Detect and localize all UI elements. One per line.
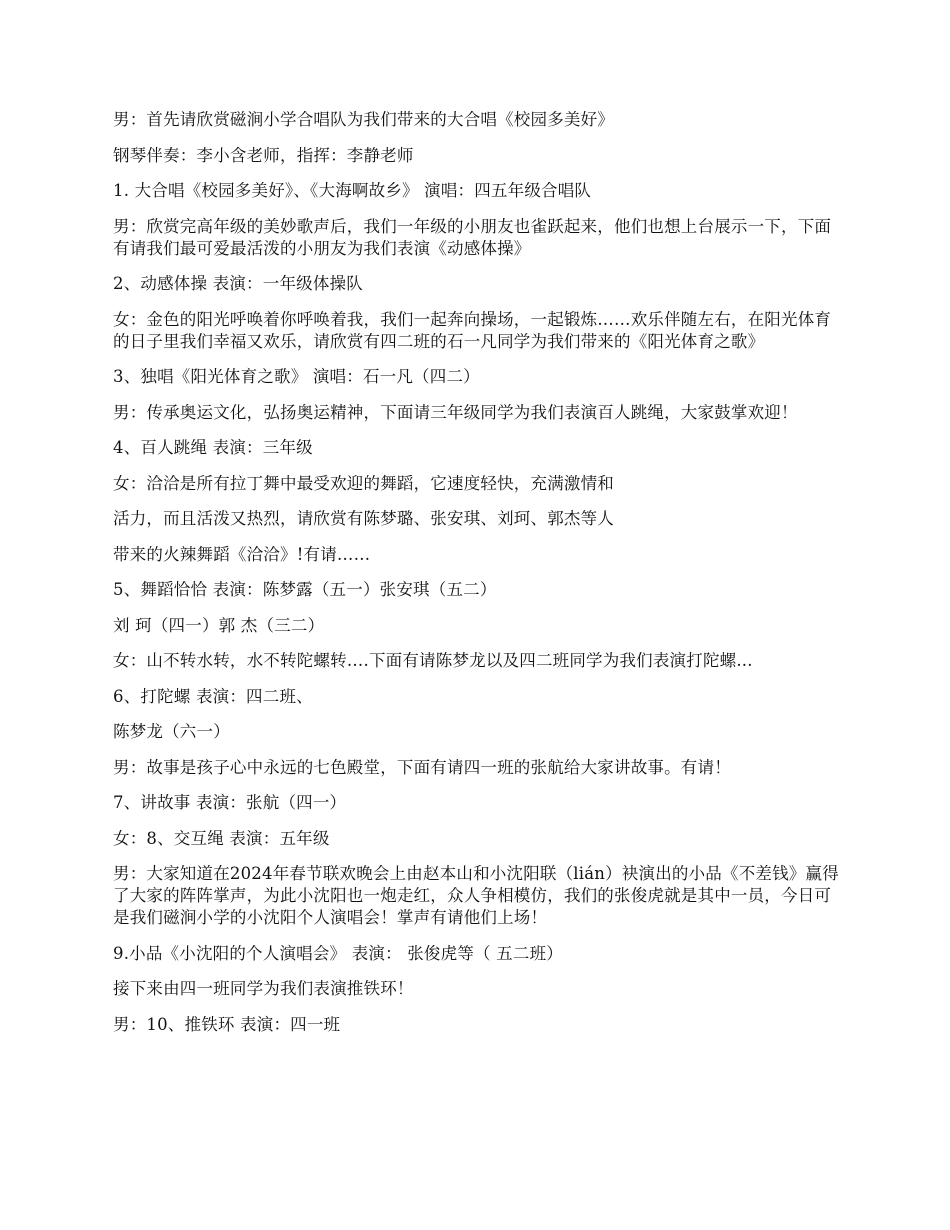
- paragraph-host-intro-gymnastics: 男：欣赏完高年级的美妙歌声后，我们一年级的小朋友也雀跃起来，他们也想上台展示一下，下面有请我们最可爱最活泼的小朋友为我们表演《动感体操》: [113, 216, 832, 258]
- paragraph-host-intro-hoop: 接下来由四一班同学为我们表演推铁环！: [113, 979, 414, 998]
- paragraph-program-6: 6、打陀螺 表演：四二班、: [113, 686, 313, 706]
- paragraph-program-8: 女：8、交互绳 表演：五年级: [113, 828, 330, 848]
- paragraph-program-4: 4、百人跳绳 表演：三年级: [113, 438, 313, 457]
- paragraph-program-7: 7、讲故事 表演：张航（四一）: [113, 793, 347, 812]
- paragraph-program-6-performer: 陈梦龙（六一）: [113, 722, 230, 741]
- paragraph-program-5: 5、舞蹈恰恰 表演：陈梦露（五一）张安琪（五二）: [113, 580, 497, 599]
- paragraph-program-2: 2、动感体操 表演：一年级体操队: [113, 274, 363, 293]
- document-body: [113, 109, 840, 1049]
- paragraph-program-3: 3、独唱《阳光体育之歌》 演唱：石一凡（四二）: [113, 367, 480, 386]
- paragraph-program-9: 9.小品《小沈阳的个人演唱会》 表演： 张俊虎等（ 五二班）: [113, 943, 563, 963]
- paragraph-host-intro-skit: 男：大家知道在2024年春节联欢晚会上由赵本山和小沈阳联（lián）袂演出的小品《不差钱》赢得了大家的阵阵掌声，为此小沈阳也一炮走红，众人争相模仿，我们的张俊虎就是其中一员，今日可是我们磁涧小学的小沈阳个人演唱会！掌声有请他们上场！: [113, 864, 839, 927]
- paragraph-program-1: 1. 大合唱《校园多美好》、《大海啊故乡》 演唱：四五年级合唱队: [113, 181, 592, 200]
- paragraph-host-intro-dance-line-3: 带来的火辣舞蹈《洽洽》!有请……: [113, 544, 371, 564]
- paragraph-host-intro-spinning-top: 女：山不转水转，水不转陀螺转….下面有请陈梦龙以及四二班同学为我们表演打陀螺...: [113, 651, 753, 670]
- paragraph-host-intro-jump-rope: 男：传承奥运文化，弘扬奥运精神，下面请三年级同学为我们表演百人跳绳，大家鼓掌欢迎！: [113, 402, 798, 422]
- paragraph-host-intro-dance-line-1: 女：洽洽是所有拉丁舞中最受欢迎的舞蹈，它速度轻快，充满激情和: [113, 473, 614, 493]
- paragraph-host-intro-solo: 女：金色的阳光呼唤着你呼唤着我，我们一起奔向操场，一起锻炼……欢乐伴随左右，在阳光体育的日子里我们幸福又欢乐，请欣赏有四二班的石一凡同学为我们带来的《阳光体育之歌》: [113, 309, 832, 351]
- paragraph-accompaniment: 钢琴伴奏：李小含老师，指挥：李静老师: [113, 145, 414, 165]
- paragraph-host-intro-storytelling: 男：故事是孩子心中永远的七色殿堂，下面有请四一班的张航给大家讲故事。有请！: [113, 757, 731, 777]
- paragraph-host-intro-choir: 男：首先请欣赏磁涧小学合唱队为我们带来的大合唱《校园多美好》: [113, 110, 614, 129]
- paragraph-program-10: 男：10、推铁环 表演：四一班: [113, 1014, 341, 1034]
- paragraph-host-intro-dance-line-2: 活力，而且活泼又热烈，请欣赏有陈梦璐、张安琪、刘珂、郭杰等人: [113, 509, 614, 528]
- paragraph-program-5-performers: 刘 珂（四一）郭 杰（三二）: [113, 615, 325, 635]
